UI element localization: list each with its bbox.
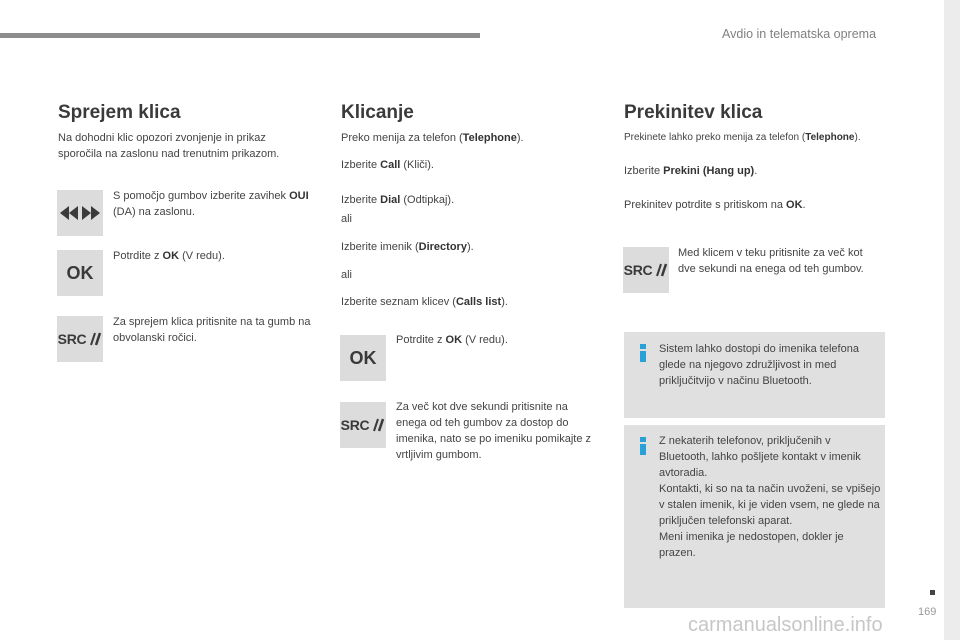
line-bold: Telephone	[462, 132, 517, 144]
src-button-icon	[623, 247, 669, 293]
phone-handset-icon	[654, 263, 668, 277]
line-hangup	[624, 163, 757, 179]
step-select-oui	[113, 188, 313, 220]
line-text: .	[754, 165, 758, 177]
line-directory	[341, 239, 474, 255]
page-marker	[930, 590, 935, 595]
step-confirm-ok	[396, 332, 596, 348]
section-title-prekinitev: Prekinitev klica	[624, 102, 763, 123]
line-text: (Odtipkaj).	[400, 194, 455, 206]
or-text: ali	[341, 213, 353, 225]
step-text: S pomočjo gumbov izberite zavihek	[113, 190, 290, 202]
line-bold: Calls list	[455, 296, 502, 308]
line-text: ).	[466, 241, 474, 253]
step-hangup-button: Med klicem v teku pritisnite za več kot dve sekundi na enega od teh gumbov.	[678, 247, 864, 275]
line-text: Izberite seznam klicev (	[341, 296, 456, 308]
line-text: Izberite	[341, 159, 381, 171]
step-text: (V redu).	[462, 334, 508, 346]
line-text: .	[802, 199, 806, 211]
line-text: ).	[501, 296, 508, 308]
header-bar	[0, 33, 480, 38]
info-icon	[639, 344, 647, 362]
ok-icon-label: OK	[349, 347, 377, 368]
src-button-icon	[57, 316, 103, 362]
info-box-contacts	[624, 425, 885, 608]
src-button-icon	[340, 402, 386, 448]
info-icon	[639, 437, 647, 455]
line-bold: Call	[380, 159, 401, 171]
line-bold: Prekini (Hang up)	[663, 165, 755, 177]
step-answer-call: Za sprejem klica pritisnite na ta gumb na obvolanski ročici.	[113, 316, 311, 344]
step-bold: OK	[445, 334, 463, 346]
line-call	[341, 157, 434, 173]
src-icon-label: SRC	[57, 331, 87, 347]
src-icon-label: SRC	[340, 417, 370, 433]
page-header-title: Avdio in telematska oprema	[722, 27, 877, 41]
section-title-sprejem: Sprejem klica	[58, 102, 181, 123]
src-icon-label: SRC	[623, 262, 653, 278]
line-text: Izberite	[624, 165, 664, 177]
step-text: (V redu).	[179, 250, 225, 262]
step-text: Potrdite z	[113, 250, 163, 262]
phone-handset-icon	[371, 418, 385, 432]
step-confirm-ok	[113, 248, 313, 264]
step-open-directory: Za več kot dve sekundi pritisnite na enega od teh gumbov za dostop do imenika, nato se po imeniku pomikajte z vrtljivim gumbom.	[396, 401, 592, 461]
section-title-klicanje: Klicanje	[341, 102, 414, 123]
ok-button-icon	[340, 335, 386, 381]
step-bold: OUI	[289, 190, 309, 202]
ok-icon-label: OK	[66, 262, 94, 283]
line-text: (Kliči).	[400, 159, 434, 171]
line-bold: Dial	[380, 194, 401, 206]
step-text: Potrdite z	[396, 334, 446, 346]
page-number: 169	[918, 606, 937, 618]
line-text: Prekinete lahko preko menija za telefon (	[624, 132, 806, 143]
or-text: ali	[341, 269, 353, 281]
phone-handset-icon	[88, 332, 102, 346]
line-text: ).	[516, 132, 524, 144]
arrow-buttons-icon	[57, 190, 103, 236]
watermark: carmanualsonline.info	[688, 614, 883, 636]
line-bold: Telephone	[805, 132, 855, 143]
line-telephone-menu	[341, 130, 524, 146]
ok-button-icon	[57, 250, 103, 296]
line-bold: Directory	[418, 241, 467, 253]
line-text: ).	[854, 132, 861, 143]
intro-text: Na dohodni klic opozori zvonjenje in prikaz sporočila na zaslonu nad trenutnim prikazom.	[58, 132, 280, 160]
line-text: Izberite imenik (	[341, 241, 419, 253]
line-confirm-hangup	[624, 197, 806, 213]
page-edge-strip	[944, 0, 960, 640]
info-text: Z nekaterih telefonov, priključenih v Bluetooth, lahko pošljete kontakt v imenik avtoradia. Kontakti, ki so na ta način uvoženi, se vpišejo v stalen imenik, ki je viden vsem, ne glede na priključen telefonski aparat. Meni imenika je nedostopen, dokler je prazen.	[659, 435, 881, 559]
line-dial	[341, 192, 454, 208]
info-text: Sistem lahko dostopi do imenika telefona glede na njegovo združljivost in med priključitvijo v načinu Bluetooth.	[659, 343, 859, 387]
step-bold: OK	[162, 250, 180, 262]
step-text: (DA) na zaslonu.	[113, 206, 195, 218]
line-text: Izberite	[341, 194, 381, 206]
line-bold: OK	[786, 199, 803, 211]
line-text: Preko menija za telefon (	[341, 132, 463, 144]
line-calls-list	[341, 294, 508, 310]
line-text: Prekinitev potrdite s pritiskom na	[624, 199, 787, 211]
line-hangup-menu	[624, 130, 924, 146]
left-right-arrows-icon	[60, 205, 100, 221]
info-box-compatibility	[624, 332, 885, 418]
